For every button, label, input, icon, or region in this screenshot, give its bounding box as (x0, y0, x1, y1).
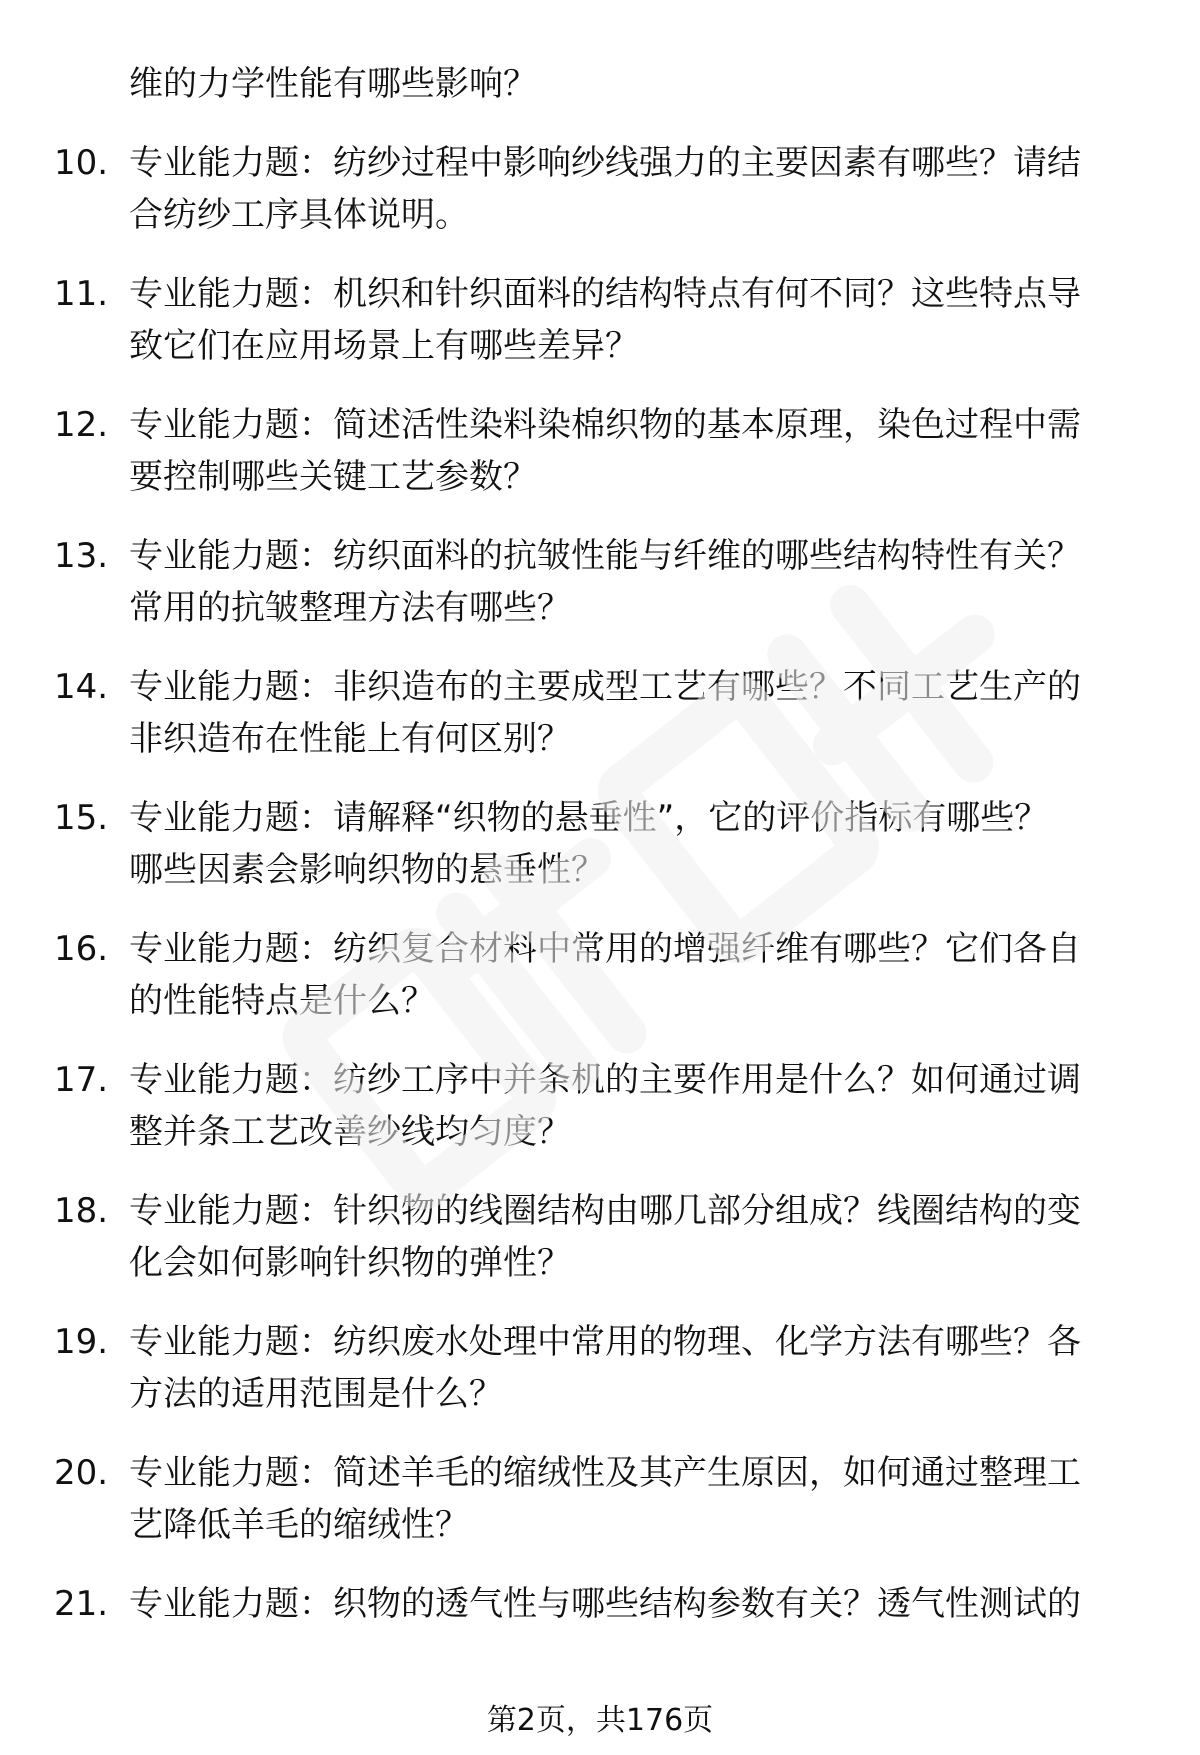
question-text-line: 专业能力题：非织造布的主要成型工艺有哪些？不同工艺生产的 (129, 667, 1081, 707)
question-text-line: 致它们在应用场景上有哪些差异？ (129, 326, 639, 366)
question-number: 16. (54, 929, 109, 969)
question-text-line: 艺降低羊毛的缩绒性？ (129, 1505, 469, 1545)
question-text-line: 整并条工艺改善纱线均匀度？ (129, 1112, 571, 1152)
question-text-line: 专业能力题：纺织面料的抗皱性能与纤维的哪些结构特性有关？ (129, 536, 1081, 576)
question-text-line: 专业能力题：简述活性染料染棉织物的基本原理，染色过程中需 (129, 405, 1081, 445)
question-text-line: 专业能力题：简述羊毛的缩绒性及其产生原因，如何通过整理工 (129, 1453, 1081, 1493)
question-text-line: 专业能力题：机织和针织面料的结构特点有何不同？这些特点导 (129, 274, 1081, 314)
question-number: 11. (54, 274, 109, 314)
question-text-line: 专业能力题：纺织复合材料中常用的增强纤维有哪些？它们各自 (129, 929, 1081, 969)
question-number: 12. (54, 405, 109, 445)
question-text-line: 化会如何影响针织物的弹性？ (129, 1243, 571, 1283)
continuation-text: 维的力学性能有哪些影响？ (129, 64, 537, 104)
question-number: 17. (54, 1060, 109, 1100)
question-number: 21. (54, 1584, 109, 1624)
question-text-line: 专业能力题：请解释“织物的悬垂性”，它的评价指标有哪些？ (129, 798, 1049, 838)
question-text-line: 专业能力题：织物的透气性与哪些结构参数有关？透气性测试的 (129, 1584, 1081, 1624)
question-text-line: 专业能力题：纺织废水处理中常用的物理、化学方法有哪些？各 (129, 1322, 1081, 1362)
question-text-line: 常用的抗皱整理方法有哪些？ (129, 588, 571, 628)
question-number: 13. (54, 536, 109, 576)
question-number: 10. (54, 143, 109, 183)
question-text-line: 专业能力题：纺纱过程中影响纱线强力的主要因素有哪些？请结 (129, 143, 1081, 183)
question-number: 14. (54, 667, 109, 707)
question-number: 15. (54, 798, 109, 838)
question-text-line: 方法的适用范围是什么？ (129, 1374, 503, 1414)
question-number: 19. (54, 1322, 109, 1362)
question-text-line: 专业能力题：针织物的线圈结构由哪几部分组成？线圈结构的变 (129, 1191, 1081, 1231)
question-text-line: 的性能特点是什么？ (129, 981, 435, 1021)
page-footer (0, 1701, 1200, 1741)
question-text-line: 要控制哪些关键工艺参数？ (129, 457, 537, 497)
page-number-label: 第2页，共176页 (486, 1703, 714, 1738)
question-number: 20. (54, 1453, 109, 1493)
question-text-line: 非织造布在性能上有何区别？ (129, 719, 571, 759)
question-number: 18. (54, 1191, 109, 1231)
question-text-line: 哪些因素会影响织物的悬垂性？ (129, 850, 605, 890)
question-text-line: 合纺纱工序具体说明。 (129, 195, 469, 235)
question-text-line: 专业能力题：纺纱工序中并条机的主要作用是什么？如何通过调 (129, 1060, 1081, 1100)
